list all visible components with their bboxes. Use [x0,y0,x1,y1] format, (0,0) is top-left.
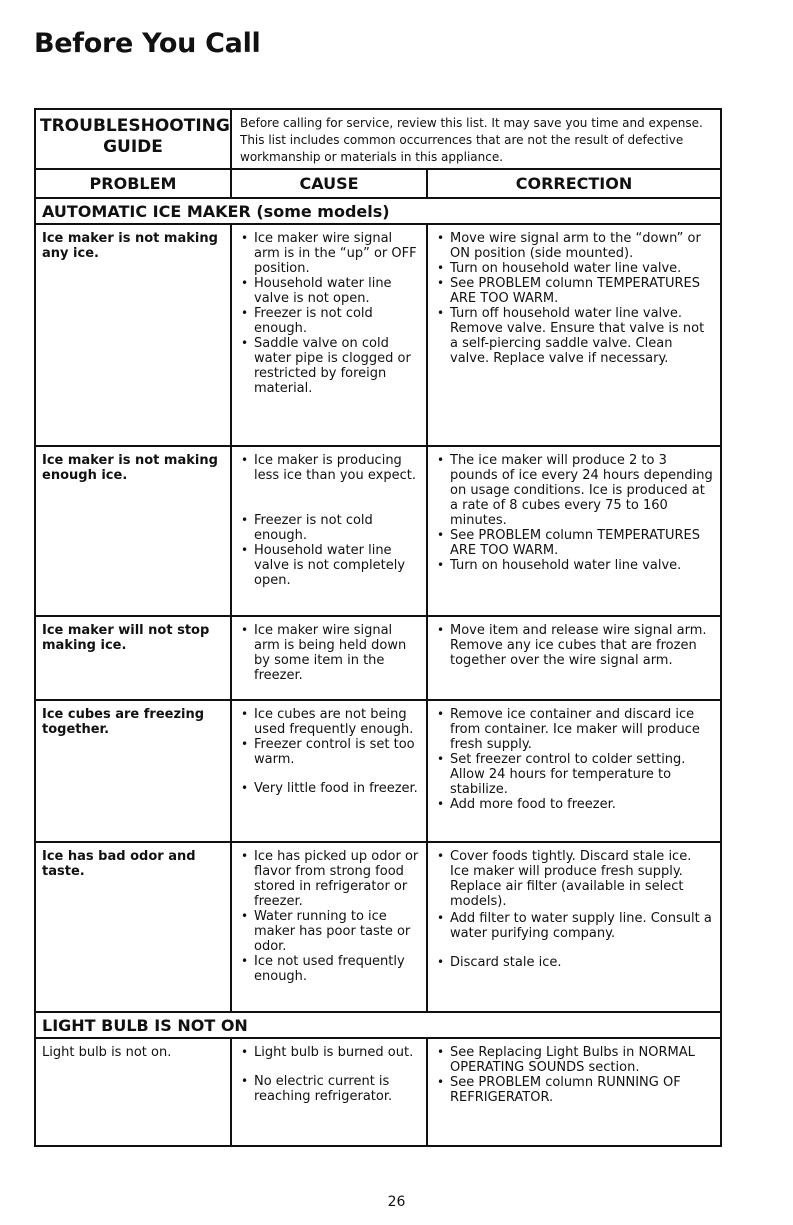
column-header-problem: PROBLEM [35,169,231,198]
cause-item: • Light bulb is burned out. [240,1045,420,1060]
section-header-row [35,198,721,224]
correction-item: • Move wire signal arm to the “down” or ON position (side mounted). [436,231,714,261]
correction-cell [427,224,721,446]
cause-item: • Ice not used frequently enough. [240,954,420,984]
correction-item: • Cover foods tightly. Discard stale ice. Ice maker will produce fresh supply. Replace air filter (available in select models). [436,849,714,909]
table-row [35,446,721,616]
cause-item: • Freezer is not cold enough. [240,513,420,543]
problem-cell: Ice has bad odor and taste. [35,842,231,1012]
troubleshooting-table [34,108,722,1147]
correction-item: • Set freezer control to colder setting. Allow 24 hours for temperature to stabilize. [436,752,714,797]
table-row [35,224,721,446]
cause-cell [231,616,427,700]
correction-item: • Turn on household water line valve. [436,558,714,573]
cause-item: • Ice maker is producing less ice than you expect. [240,453,420,483]
cause-item: • Ice cubes are not being used frequently enough. [240,707,420,737]
cause-item: • Freezer is not cold enough. [240,306,420,336]
cause-item: • Water running to ice maker has poor taste or odor. [240,909,420,954]
column-header-row [35,169,721,198]
cause-item: • Saddle valve on cold water pipe is clogged or restricted by foreign material. [240,336,420,396]
problem-cell: Ice maker will not stop making ice. [35,616,231,700]
correction-cell [427,446,721,616]
problem-cell: Light bulb is not on. [35,1038,231,1146]
cause-item: • Ice maker wire signal arm is being held down by some item in the freezer. [240,623,420,683]
correction-cell [427,1038,721,1146]
page-number: 26 [387,1194,406,1210]
cause-cell [231,842,427,1012]
cause-item: • No electric current is reaching refrigerator. [240,1074,420,1104]
column-header-cause: CAUSE [231,169,427,198]
cause-cell [231,1038,427,1146]
column-header-correction: CORRECTION [427,169,721,198]
cause-item: • Household water line valve is not open. [240,276,420,306]
correction-cell [427,616,721,700]
table-row [35,616,721,700]
correction-cell [427,700,721,842]
cause-cell [231,224,427,446]
correction-item: • Add more food to freezer. [436,797,714,812]
cause-item: • Household water line valve is not completely open. [240,543,420,588]
guide-intro: Before calling for service, review this list. It may save you time and expense. This list includes common occurrences that are not the result of defective workmanship or materials in this appliance. [231,109,721,169]
cause-item: • Ice maker wire signal arm is in the “up” or OFF position. [240,231,420,276]
correction-item: • Turn on household water line valve. [436,261,714,276]
correction-item: • See PROBLEM column TEMPERATURES ARE TOO WARM. [436,276,714,306]
guide-title [35,109,231,169]
correction-cell [427,842,721,1012]
correction-item: • See PROBLEM column TEMPERATURES ARE TOO WARM. [436,528,714,558]
table-row [35,1038,721,1146]
correction-item: • See PROBLEM column RUNNING OF REFRIGERATOR. [436,1075,714,1105]
table-row [35,700,721,842]
page-title: Before You Call [34,28,261,59]
section-title: AUTOMATIC ICE MAKER (some models) [35,198,721,224]
correction-item: • Add filter to water supply line. Consult a water purifying company. [436,911,714,941]
correction-item: • Discard stale ice. [436,955,714,970]
correction-item: • Move item and release wire signal arm. Remove any ice cubes that are frozen together over the wire signal arm. [436,623,714,668]
correction-item: • Remove ice container and discard ice from container. Ice maker will produce fresh supply. [436,707,714,752]
guide-title-line2: GUIDE [103,137,163,157]
guide-header-row [35,109,721,169]
correction-item: • The ice maker will produce 2 to 3 pounds of ice every 24 hours depending on usage conditions. Ice is produced at a rate of 8 cubes every 75 to 160 minutes. [436,453,714,528]
section-title: LIGHT BULB IS NOT ON [35,1012,721,1038]
problem-cell: Ice maker is not making enough ice. [35,446,231,616]
problem-cell: Ice cubes are freezing together. [35,700,231,842]
section-header-row [35,1012,721,1038]
table-row [35,842,721,1012]
correction-item: • Turn off household water line valve. Remove valve. Ensure that valve is not a self-piercing saddle valve. Clean valve. Replace valve if necessary. [436,306,714,366]
correction-item: • See Replacing Light Bulbs in NORMAL OPERATING SOUNDS section. [436,1045,714,1075]
cause-cell [231,446,427,616]
guide-title-line1: TROUBLESHOOTING [40,116,230,136]
cause-cell [231,700,427,842]
cause-item: • Freezer control is set too warm. [240,737,420,767]
problem-cell: Ice maker is not making any ice. [35,224,231,446]
cause-item: • Ice has picked up odor or flavor from strong food stored in refrigerator or freezer. [240,849,420,909]
cause-item: • Very little food in freezer. [240,781,420,796]
